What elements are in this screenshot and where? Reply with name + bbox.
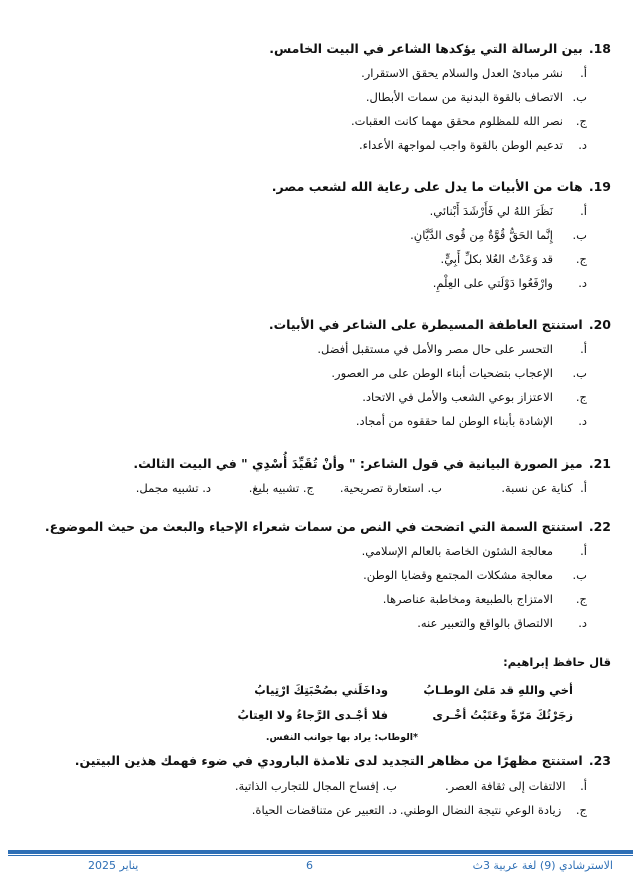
options-row — [14, 798, 611, 822]
question-22 — [14, 518, 611, 635]
question-21 — [14, 455, 611, 498]
option-a[interactable] — [442, 478, 587, 498]
option-text: الاعتزاز بوعي الشعب والأمل في الاتحاد. — [362, 390, 553, 404]
question-number: 22. — [588, 519, 611, 534]
option-a[interactable] — [397, 774, 587, 798]
option-b[interactable] — [14, 361, 611, 385]
question-text: بين الرسالة التي يؤكدها الشاعر في البيت الخامس. — [269, 41, 583, 56]
question-title — [14, 455, 611, 473]
question-text: ميز الصورة البيانية في قول الشاعر: " وأنْ تُقَيِّدَ أُسْدِي " في البيت الثالث. — [133, 456, 583, 471]
option-text: الاتصاف بالقوة البدنية من سمات الأبطال. — [365, 90, 563, 104]
option-letter: أ. — [580, 779, 587, 793]
option-text: تشبيه مجمل. — [135, 481, 199, 495]
inline-options — [14, 478, 611, 498]
footer-exam-title: الاسترشادي (9) لغة عربية 3ث — [472, 859, 613, 872]
option-letter: أ. — [580, 544, 587, 558]
poem-footnote: *الوطاب: يراد بها جوانب النفس. — [265, 732, 418, 743]
footer-rule — [8, 850, 633, 854]
option-b[interactable] — [314, 478, 442, 498]
option-letter: أ. — [580, 204, 587, 218]
option-c[interactable] — [14, 247, 611, 271]
option-letter: ب. — [427, 481, 442, 495]
option-text: التعبير عن متناقضات الحياة. — [251, 803, 385, 817]
option-letter: ج. — [575, 592, 587, 606]
option-letter: د. — [578, 616, 587, 630]
option-letter: د. — [202, 481, 211, 495]
option-text: نصر الله للمظلوم محقق مهما كانت العقبات. — [351, 114, 563, 128]
option-letter: ج. — [575, 803, 587, 817]
option-text: قد وَعَدْتُ العُلا بكلِّ أَبِيٍّ. — [440, 252, 553, 266]
options-row — [14, 774, 611, 798]
question-title — [14, 752, 611, 770]
option-text: الإشادة بأبناء الوطن لما حققوه من أمجاد. — [355, 414, 553, 428]
option-text: الالتصاق بالواقع والتعبير عنه. — [417, 616, 553, 630]
option-text: معالجة الشئون الخاصة بالعالم الإسلامي. — [361, 544, 553, 558]
question-text: هات من الأبيات ما يدل على رعاية الله لشعب مصر. — [271, 179, 583, 194]
option-c[interactable] — [211, 478, 314, 498]
option-letter: ب. — [572, 90, 587, 104]
option-c[interactable] — [14, 385, 611, 409]
poem-verse — [237, 708, 573, 722]
option-letter: أ. — [580, 481, 587, 495]
verse-second-hemistich: فلا أجْـدى الرَّجاءُ ولا العِتابُ — [237, 708, 388, 722]
question-text: استنتج العاطفة المسيطرة على الشاعر في الأبيات. — [268, 317, 583, 332]
option-text: تدعيم الوطن بالقوة واجب لمواجهة الأعداء. — [359, 138, 563, 152]
option-letter: ب. — [382, 779, 397, 793]
question-number: 18. — [588, 41, 611, 56]
option-text: نشر مبادئ العدل والسلام يحقق الاستقرار. — [361, 66, 563, 80]
question-19 — [14, 178, 611, 295]
question-23 — [14, 752, 611, 822]
option-letter: أ. — [580, 66, 587, 80]
option-b[interactable] — [235, 774, 397, 798]
footer-date: يناير 2025 — [88, 859, 139, 872]
question-number: 21. — [588, 456, 611, 471]
option-text: تشبيه بليغ. — [248, 481, 300, 495]
option-b[interactable] — [14, 85, 611, 109]
question-18 — [14, 40, 611, 157]
question-title — [14, 40, 611, 58]
option-letter: أ. — [580, 342, 587, 356]
option-letter: ج. — [302, 481, 314, 495]
question-20 — [14, 316, 611, 433]
question-number: 19. — [588, 179, 611, 194]
verse-first-hemistich: أخي واللهِ قد مَلئ الوطـابُ — [423, 683, 573, 697]
option-letter: د. — [388, 803, 397, 817]
option-text: التحسر على حال مصر والأمل في مستقبل أفضل. — [317, 342, 553, 356]
option-letter: ج. — [575, 114, 587, 128]
option-text: كناية عن نسبة. — [501, 481, 573, 495]
option-text: إِنَّما الحَقُّ قُوَّةٌ مِن قُوى الدَّيَّانِ. — [410, 228, 553, 242]
question-number: 20. — [588, 317, 611, 332]
option-d[interactable] — [14, 271, 611, 295]
option-text: نَظَرَ اللهُ لي فَأَرْشَدَ أَبْنائي. — [429, 204, 553, 218]
option-text: الالتفات إلى ثقافة العصر. — [444, 779, 566, 793]
option-c[interactable] — [14, 109, 611, 133]
option-d[interactable] — [136, 478, 211, 498]
poem-verse — [254, 683, 573, 697]
option-letter: د. — [578, 276, 587, 290]
option-a[interactable] — [14, 539, 611, 563]
option-letter: ب. — [572, 228, 587, 242]
option-text: الامتزاج بالطبيعة ومخاطبة عناصرها. — [382, 592, 553, 606]
question-text: استنتج السمة التي اتضحت في النص من سمات شعراء الإحياء والبعث من حيث الموضوع. — [44, 519, 583, 534]
option-letter: ج. — [575, 252, 587, 266]
poem-intro: قال حافظ إبراهيم: — [503, 655, 611, 669]
option-d[interactable] — [252, 798, 397, 822]
option-a[interactable] — [14, 199, 611, 223]
option-text: إفساح المجال للتجارب الذاتية. — [234, 779, 379, 793]
question-number: 23. — [588, 753, 611, 768]
verse-second-hemistich: وداخَلَني بصُحْبَتِكَ ارْتِيابُ — [254, 683, 388, 697]
option-text: وارْفَعُوا دَوْلَتي على العِلْمِ. — [432, 276, 553, 290]
option-text: زيادة الوعي نتيجة النضال الوطني. — [399, 803, 562, 817]
option-d[interactable] — [14, 409, 611, 433]
question-text: استنتج مظهرًا من مظاهر التجديد لدى تلامذة البارودي في ضوء فهمك هذين البيتين. — [74, 753, 583, 768]
question-title — [14, 178, 611, 196]
question-title — [14, 316, 611, 334]
option-c[interactable] — [397, 798, 587, 822]
option-letter: د. — [578, 414, 587, 428]
option-a[interactable] — [14, 61, 611, 85]
footer-rule-thin — [8, 855, 633, 856]
verse-first-hemistich: زجَرْتُكَ مَرّةً وعَتَبْتُ أخْـرى — [432, 708, 573, 722]
option-letter: ج. — [575, 390, 587, 404]
option-letter: ب. — [572, 366, 587, 380]
option-text: معالجة مشكلات المجتمع وقضايا الوطن. — [363, 568, 553, 582]
question-title — [14, 518, 611, 536]
option-letter: د. — [578, 138, 587, 152]
option-b[interactable] — [14, 563, 611, 587]
footer-page-number: 6 — [306, 859, 313, 872]
option-a[interactable] — [14, 337, 611, 361]
option-b[interactable] — [14, 223, 611, 247]
option-c[interactable] — [14, 587, 611, 611]
option-text: الإعجاب بتضحيات أبناء الوطن على مر العصور. — [331, 366, 553, 380]
option-d[interactable] — [14, 133, 611, 157]
option-d[interactable] — [14, 611, 611, 635]
option-text: استعارة تصريحية. — [339, 481, 424, 495]
option-letter: ب. — [572, 568, 587, 582]
